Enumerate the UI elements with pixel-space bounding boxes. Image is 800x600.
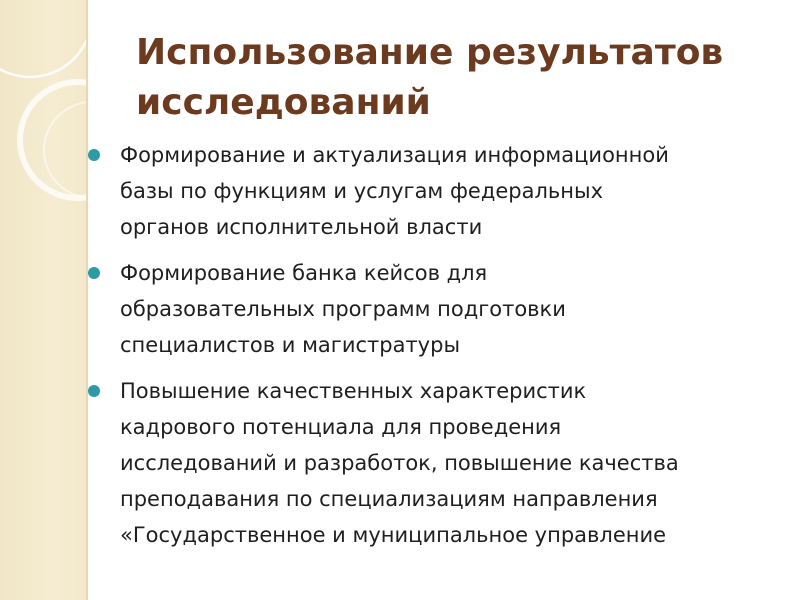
- bullet-text-line: преподавания по специализациям направления: [120, 487, 658, 511]
- bullet-marker-icon: [88, 267, 100, 279]
- bullet-item: [88, 373, 788, 553]
- bullet-text-line: Формирование и актуализация информационной: [120, 143, 669, 167]
- bullet-marker-icon: [88, 149, 100, 161]
- decorative-side-strip: [0, 0, 88, 600]
- slide-title: [136, 28, 776, 128]
- bullet-text-line: специалистов и магистратуры: [120, 333, 461, 357]
- bullet-text-line: кадрового потенциала для проведения: [120, 415, 562, 439]
- bullet-item: [88, 255, 788, 363]
- bullet-list: [88, 137, 788, 563]
- slide-title-line-2: исследований: [136, 82, 431, 123]
- bullet-text-line: Повышение качественных характеристик: [120, 379, 587, 403]
- bullet-text-line: «Государственное и муниципальное управление: [120, 523, 667, 547]
- bullet-text-line: базы по функциям и услугам федеральных: [120, 179, 603, 203]
- slide-title-line-1: Использование результатов: [136, 32, 724, 73]
- bullet-item: [88, 137, 788, 245]
- bullet-text-line: исследований и разработок, повышение качества: [120, 451, 679, 475]
- bullet-text-line: Формирование банка кейсов для: [120, 261, 488, 285]
- bullet-marker-icon: [88, 385, 100, 397]
- bullet-text-line: образовательных программ подготовки: [120, 297, 566, 321]
- bullet-text-line: органов исполнительной власти: [120, 215, 483, 239]
- decorative-circles-graphic: [0, 0, 88, 600]
